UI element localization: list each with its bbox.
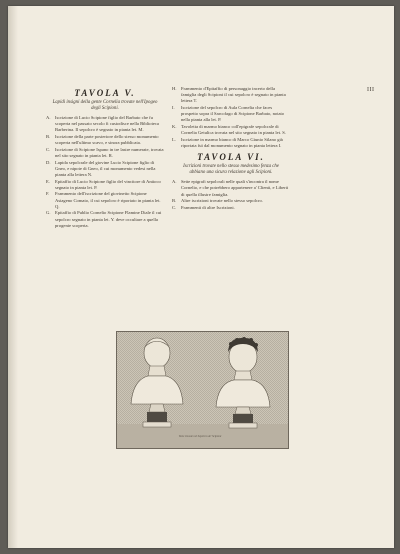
left-column [46, 88, 164, 229]
entry-text: Epitaffio di Lucio Scipione figlio del vincitore di Antioco segnato in pianta let. P. [55, 178, 161, 190]
page-number: III [367, 87, 375, 93]
entry-text: Tavoletta di marmo bianco coll'epigrafe sepolcrale di Cornelia Getulica trovata nel sito segnato in pianta let. S. [181, 124, 286, 136]
entry-letter: E. [46, 178, 50, 184]
tavola-v-subtitle: Lapidi insigni della gente Cornelia trovate nell'Ipogeo degli Scipioni. [52, 100, 158, 111]
list-item [172, 198, 290, 204]
entry-text: Lapida sepolcrale del giovine Lucio Scipione figlio di Gneo, e nipote di Gneo, il cui monumento vedesi nella pianta alla lettera N. [55, 159, 156, 177]
list-item [172, 124, 290, 136]
right-column [172, 86, 290, 211]
list-item [46, 160, 164, 179]
list-item [172, 86, 290, 105]
entry-text: Iscrizione di Lucio Scipione figlio del Barbato che fu scoperta nel passato secolo fi custodisce nella Biblioteca Barberina. Il sepolcro è segnato in pianta let. M. [55, 115, 159, 133]
entry-letter: A. [172, 179, 177, 185]
entry-text: Iscrizione della parte posteriore dello stesso monumento scoperta nell'ultimo scavo, e sinora pubblicata. [55, 134, 159, 146]
plate-caption: Teste trovate nel Sepolcro de' Scipioni [178, 435, 222, 438]
entry-letter: F. [46, 191, 50, 197]
entry-letter: I. [172, 105, 175, 110]
entry-text: Iscrizione in marmo bianco di Marco Giunio Silano già riportata fuì dal monumento segnato in pianta lettera I. [181, 136, 283, 148]
page-fold-shadow [8, 6, 18, 548]
engraved-plate [116, 331, 289, 449]
entry-text: Iscrizione del sepolcro di Aula Cornelia che faces prospetto sopra il Sarcofago di Scipione Barbato, notato nella pianta alla let. P. [181, 105, 285, 123]
list-item [46, 210, 164, 229]
list-item [46, 191, 164, 210]
tavola-vi-list [172, 179, 290, 211]
entry-letter: H. [172, 86, 177, 91]
entry-letter: C. [172, 204, 177, 210]
tavola-vi-subtitle: Iscrizioni trovate nello stesso medesimo fenza che abbiano una sicura relazione agli Scipioni. [183, 164, 279, 176]
entry-text: Epitaffio di Publio Cornelio Scipione Flamine Diale il cui sepolcro segnato in pianta let. Y. deve occultare a quella progenie scoperta. [55, 210, 162, 228]
list-item [172, 179, 290, 198]
tavola-vi-title: TAVOLA VI. [197, 152, 265, 163]
entry-text: Frammento d'Epitaffio di personaggio incerto della famiglia degli Scipioni il cui sepolcro è segnato in pianta lettera T. [181, 86, 286, 104]
tavola-v-list [46, 115, 164, 229]
entry-letter: K. [172, 124, 177, 129]
list-item [172, 205, 290, 211]
entry-letter: L. [172, 136, 176, 142]
entry-text: Altre iscrizioni trovate nello stesso sepolcro. [181, 198, 263, 204]
tavola-v-continued-list [172, 86, 290, 149]
list-item [46, 147, 164, 159]
list-item [46, 179, 164, 191]
entry-letter: B. [172, 198, 177, 204]
entry-text: Frammento dell'iscrizione del giovinetto Scipione Asiageno Comato, il cui sepolcro è riportato in pianta let. Q. [55, 191, 161, 209]
entry-letter: G. [46, 210, 51, 216]
busts-engraving [117, 332, 288, 448]
list-item [172, 105, 290, 124]
list-item [172, 137, 290, 149]
entry-letter: B. [46, 134, 51, 139]
list-item [46, 134, 164, 146]
entry-text: Frammenti di altre Iscrizioni. [181, 204, 235, 210]
entry-text: Sette epigrafi sepolcrali nelle quali s'incontra il nome Cornelio, e che potrebbero appartenere a' Clienti, e Liberti di quella illustre famiglia. [181, 179, 289, 197]
entry-letter: C. [46, 146, 51, 152]
tavola-v-title: TAVOLA V. [74, 88, 136, 98]
entry-letter: D. [46, 159, 51, 165]
entry-text: Iscrizione di Scipione Ispano in tre lastre numerate, trovata nel sito segnato in pianta let. R. [55, 146, 164, 158]
list-item [46, 115, 164, 134]
entry-letter: A. [46, 115, 51, 120]
